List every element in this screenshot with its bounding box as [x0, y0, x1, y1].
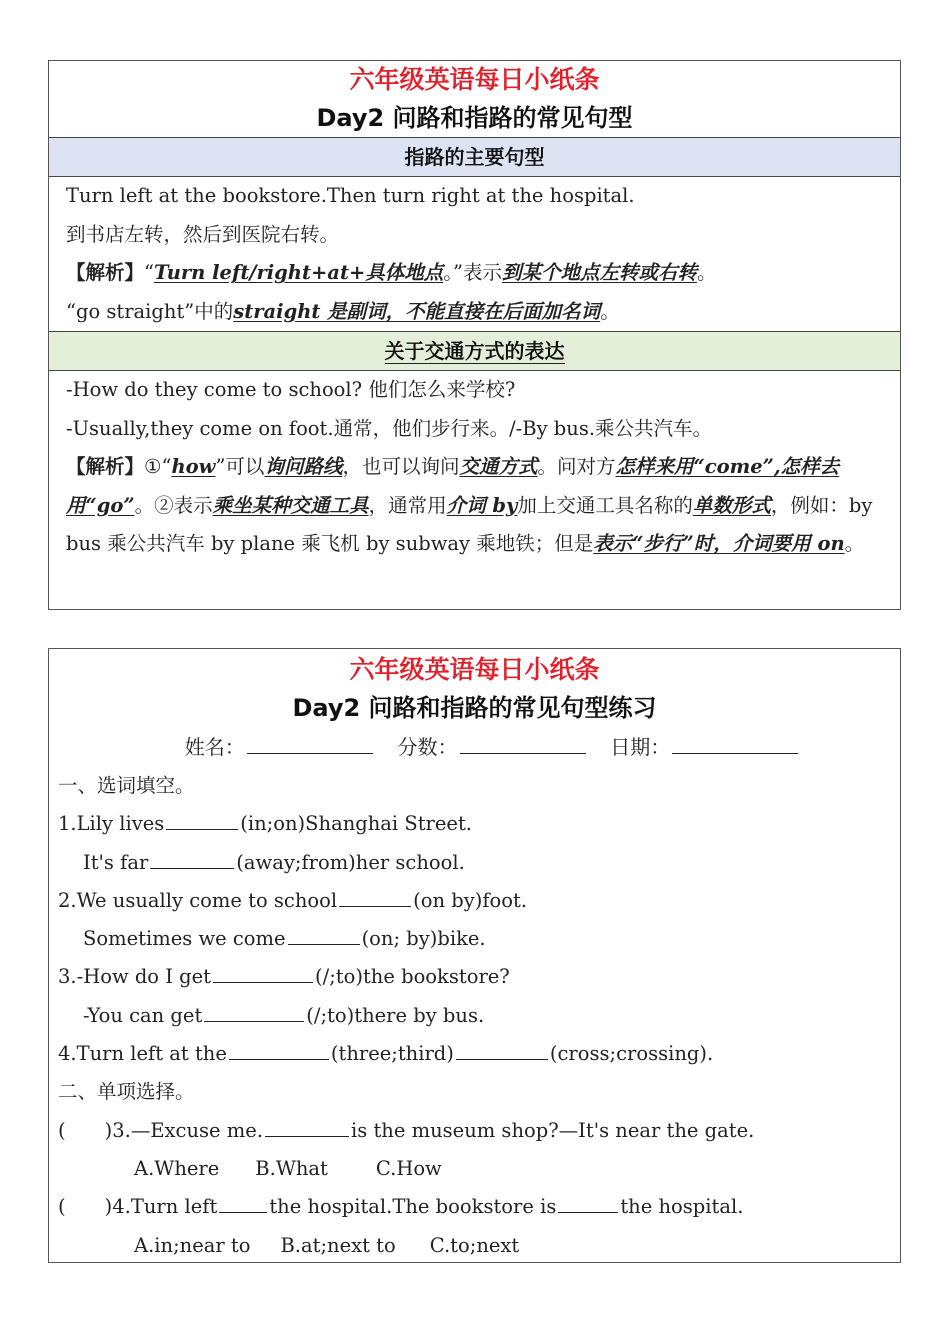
text-fragment: “ [144, 261, 154, 284]
key-point: 单数形式 [692, 493, 771, 517]
example-translation: 到书店左转，然后到医院右转。 [66, 222, 340, 246]
question-line [58, 1035, 890, 1073]
example-sentence: -Usually,they come on foot.通常，他们步行来。/-By bus.乘公共汽车。 [66, 416, 713, 440]
question-line [58, 882, 890, 920]
score-label: 分数： [397, 735, 458, 759]
analysis-line [66, 293, 888, 332]
option-a[interactable]: A.Where [134, 1156, 220, 1180]
question-line [58, 1112, 890, 1150]
card-subtitle: Day2 问路和指路的常见句型 [316, 104, 633, 132]
analysis-label: 【解析】 [66, 261, 145, 284]
text-fragment: “go straight”中的 [66, 299, 234, 323]
question-line [58, 1188, 890, 1226]
section-body-directions [49, 177, 900, 331]
answer-blank[interactable] [456, 1037, 548, 1060]
answer-blank[interactable] [288, 922, 360, 945]
answer-parentheses[interactable]: ( ) [58, 1195, 113, 1219]
answer-blank[interactable] [166, 807, 238, 830]
key-point: 到某个地点左转或右转 [502, 261, 698, 284]
text-fragment: 。②表示 [134, 493, 213, 517]
question-text: 4.Turn left at the [58, 1042, 227, 1066]
question-text: (on by)foot. [413, 888, 528, 912]
question-text: 3.—Excuse me. [112, 1118, 264, 1142]
question-text: (in;on)Shanghai Street. [240, 812, 472, 836]
question-text: Sometimes we come [83, 927, 286, 951]
question-text: -You can get [83, 1003, 203, 1027]
example-sentence: Turn left at the bookstore.Then turn right at the hospital. [66, 184, 635, 207]
question-text: (/;to)there by bus. [306, 1003, 485, 1027]
key-point: 介词 by [446, 493, 518, 517]
name-field[interactable] [247, 731, 373, 754]
section-body-transport [49, 371, 900, 564]
exercise-card [48, 648, 901, 1263]
option-b[interactable]: B.at;next to [280, 1233, 396, 1257]
section-heading-directions: 指路的主要句型 [49, 137, 900, 177]
key-point: Turn left/right+at+具体地点 [154, 261, 444, 284]
question-line [58, 997, 890, 1035]
question-text: (cross;crossing). [549, 1042, 714, 1066]
option-c[interactable]: C.to;next [429, 1233, 520, 1257]
question-text: (three;third) [330, 1042, 454, 1066]
text-fragment: ①“ [144, 455, 172, 478]
option-c[interactable]: C.How [375, 1156, 442, 1180]
key-point: 交通方式 [459, 455, 538, 478]
part-heading: 二、单项选择。 [58, 1080, 195, 1104]
text-fragment: 。 [600, 299, 620, 323]
date-label: 日期： [610, 735, 671, 759]
answer-blank[interactable] [339, 884, 411, 907]
exercise-body [49, 767, 900, 1265]
question-text: is the museum shop?—It's near the gate. [351, 1118, 755, 1142]
answer-blank[interactable] [265, 1114, 349, 1137]
score-field[interactable] [460, 731, 586, 754]
analysis-label: 【解析】 [66, 455, 145, 478]
option-b[interactable]: B.What [255, 1156, 328, 1180]
answer-blank[interactable] [219, 1190, 267, 1213]
text-fragment: 。 [697, 261, 717, 284]
analysis-line [66, 254, 888, 293]
question-text: It's far [83, 850, 149, 874]
section-heading-transport [49, 331, 900, 371]
question-line [58, 920, 890, 958]
text-fragment: 。 [844, 532, 865, 555]
question-text: 4.Turn left [112, 1195, 218, 1219]
date-field[interactable] [672, 731, 798, 754]
question-text: (away;from)her school. [236, 850, 465, 874]
option-a[interactable]: A.in;near to [134, 1233, 251, 1257]
answer-blank[interactable] [213, 960, 313, 983]
question-line [58, 958, 890, 996]
card-subtitle: Day2 问路和指路的常见句型练习 [292, 694, 657, 722]
card-title: 六年级英语每日小纸条 [349, 655, 600, 684]
key-point: 怎样来用“come”,怎样去用“go” [66, 455, 840, 517]
key-point: 询问路线 [264, 455, 343, 478]
key-point: how [171, 455, 216, 478]
text-fragment: 。”表示 [443, 261, 503, 284]
key-point: straight 是副词，不能直接在后面加名词 [233, 299, 601, 323]
question-text: 1.Lily lives [58, 812, 165, 836]
answer-parentheses[interactable]: ( ) [58, 1118, 113, 1142]
question-text: 3.-How do I get [58, 965, 212, 989]
question-text: the hospital. [620, 1195, 744, 1219]
notes-card [48, 60, 901, 610]
options-line [58, 1227, 890, 1265]
options-line [58, 1150, 890, 1188]
question-text: the hospital.The bookstore is [269, 1195, 557, 1219]
name-label: 姓名： [184, 735, 245, 759]
text-fragment: ”可以 [215, 455, 265, 478]
answer-blank[interactable] [229, 1037, 329, 1060]
card-title: 六年级英语每日小纸条 [349, 65, 600, 94]
question-text: 2.We usually come to school [58, 888, 338, 912]
key-point: 乘坐某种交通工具 [212, 493, 369, 517]
example-sentence: -How do they come to school? 他们怎么来学校? [66, 378, 516, 401]
text-fragment: ，例如：by bus 乘公共汽车 by plane 乘飞机 by subway 乘地铁；但是 [66, 493, 873, 555]
answer-blank[interactable] [150, 846, 234, 869]
question-line [58, 805, 890, 843]
question-text: (/;to)the bookstore? [315, 965, 510, 989]
question-line [58, 844, 890, 882]
text-fragment: ，也可以询问 [342, 455, 460, 478]
text-fragment: 。问对方 [537, 455, 616, 478]
answer-blank[interactable] [204, 999, 304, 1022]
text-fragment: 加上交通工具名称的 [517, 493, 693, 517]
answer-blank[interactable] [558, 1190, 618, 1213]
analysis-paragraph [66, 448, 888, 564]
key-point: 表示“步行”时，介词要用 on [593, 532, 845, 555]
student-info-row [49, 727, 900, 767]
question-text: (on; by)bike. [361, 927, 486, 951]
part-heading: 一、选词填空。 [58, 774, 195, 797]
section-heading-text: 关于交通方式的表达 [384, 339, 565, 363]
text-fragment: ，通常用 [368, 493, 447, 517]
